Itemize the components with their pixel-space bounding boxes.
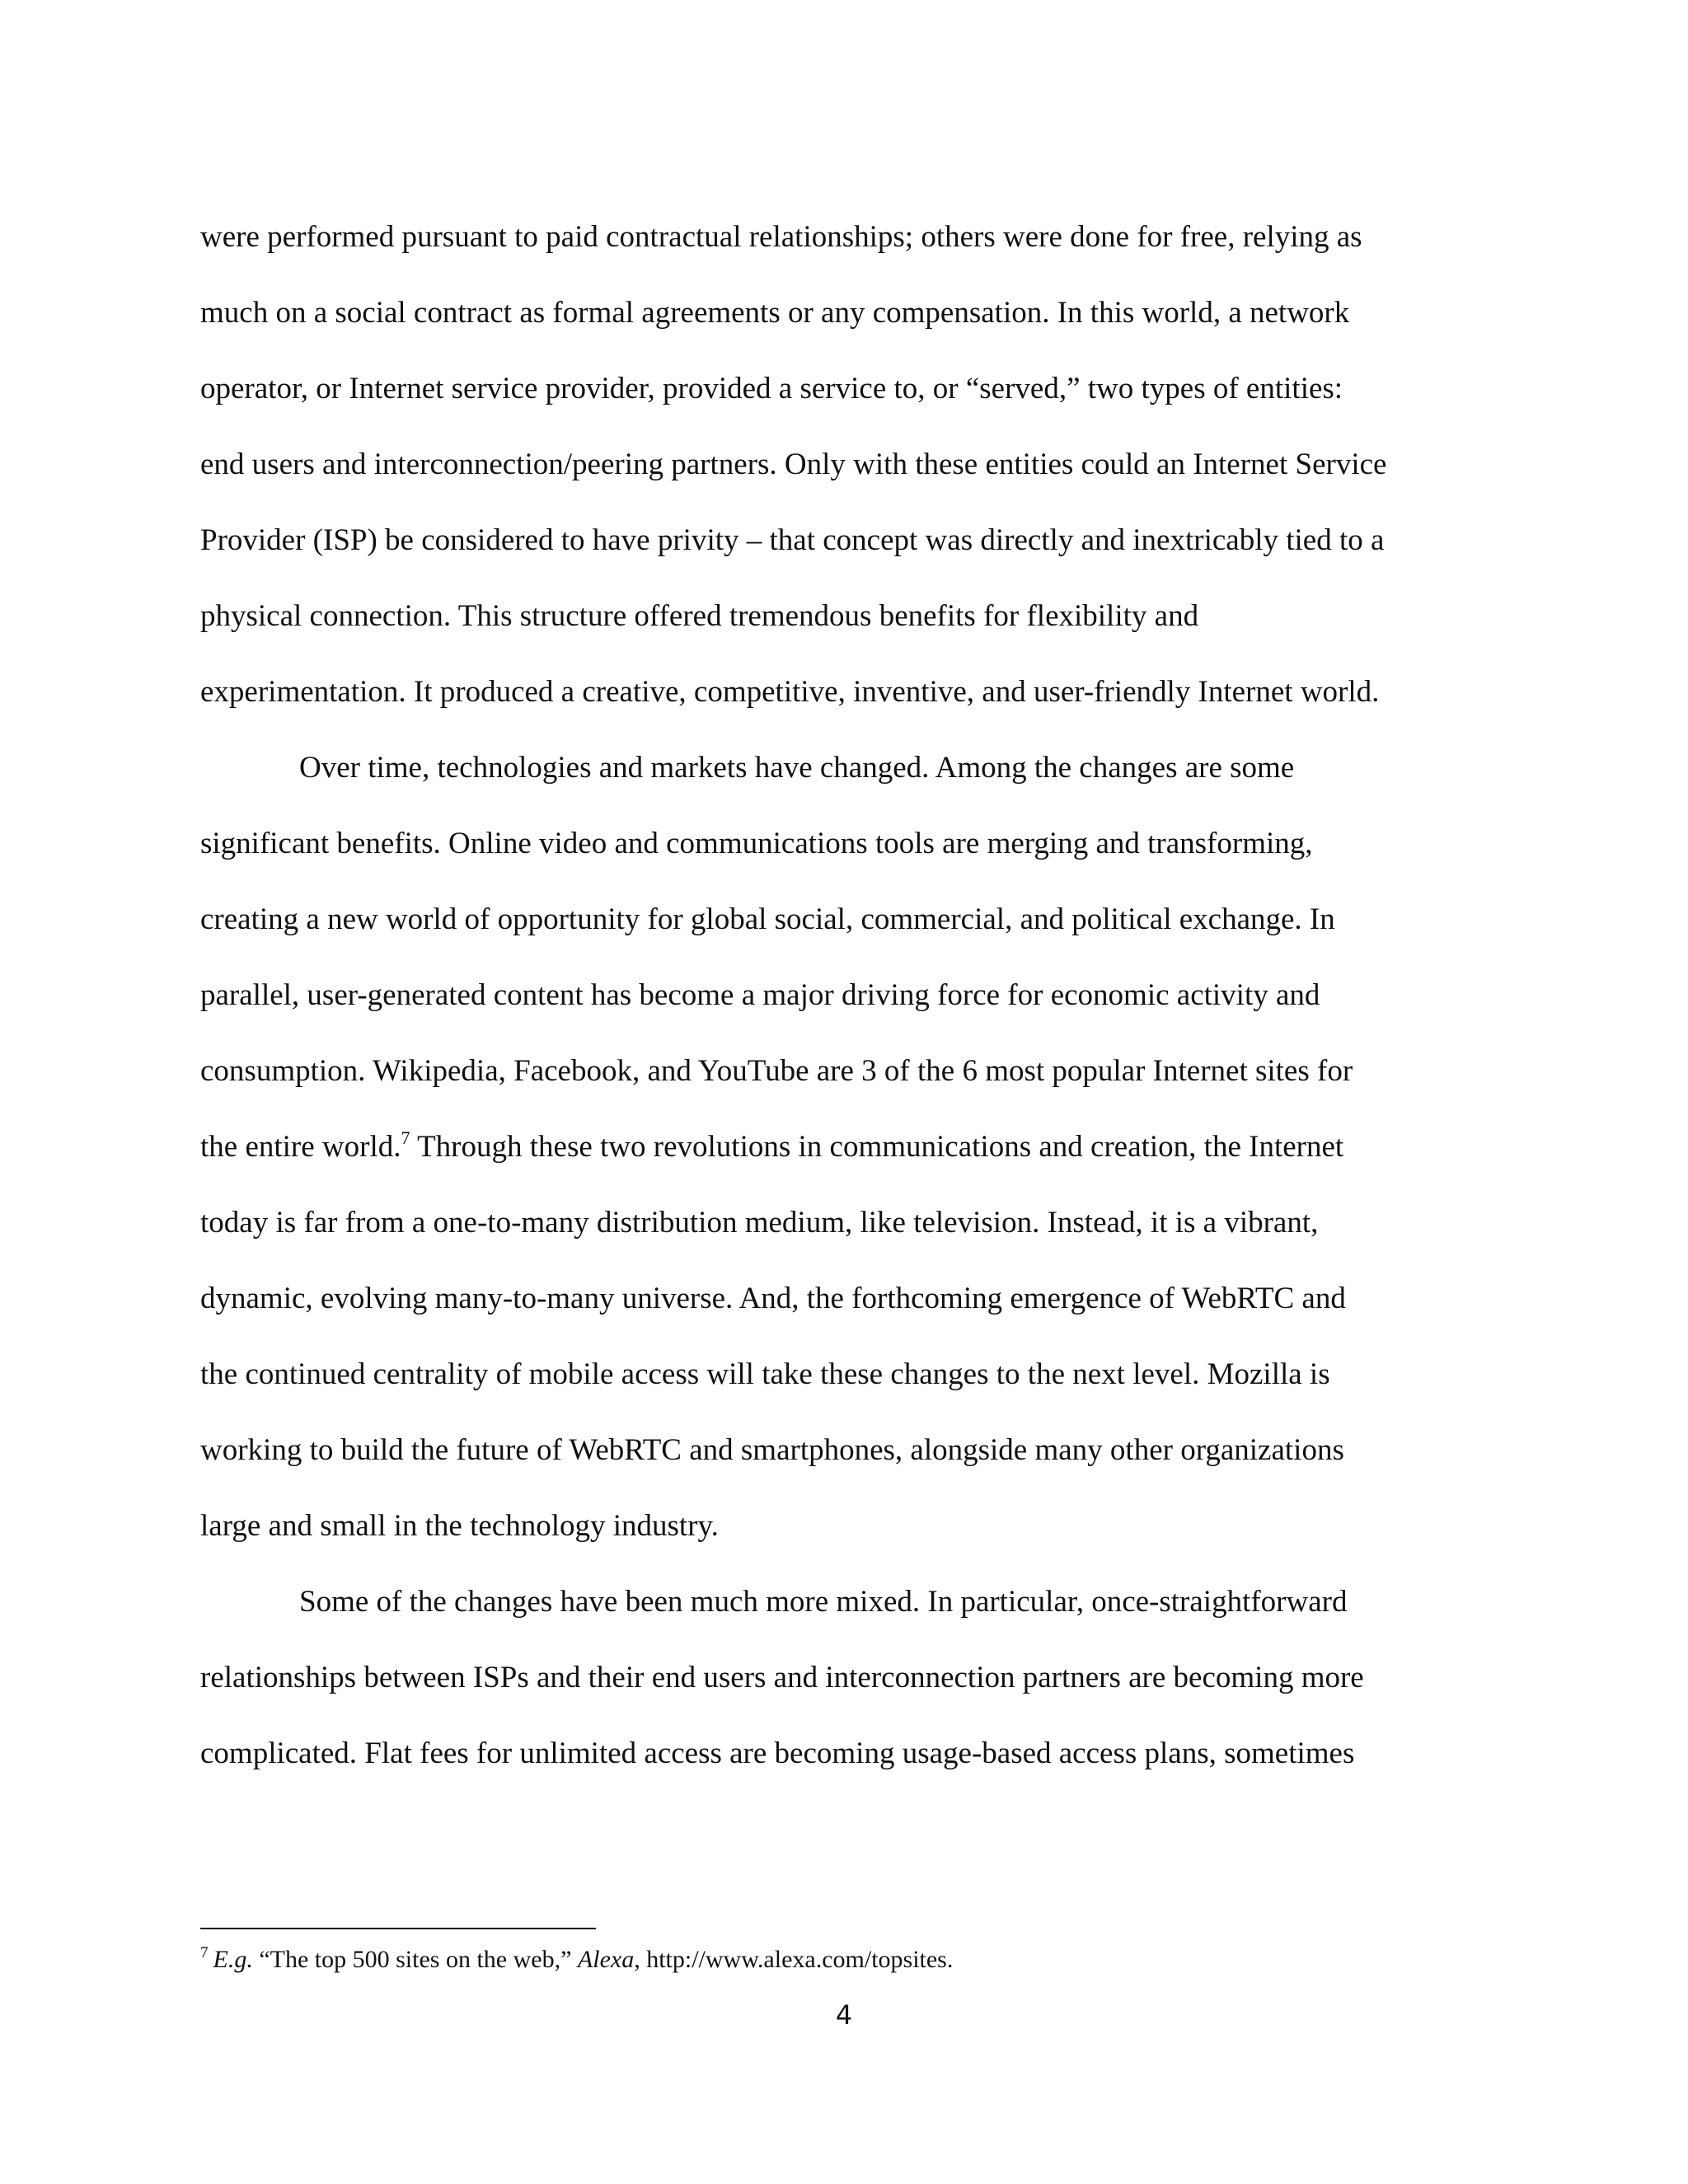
body-text xyxy=(200,199,1498,1792)
text-line: operator, or Internet service provider, provided a service to, or “served,” two types of entities: xyxy=(200,372,1343,405)
text-line: physical connection. This structure offered tremendous benefits for flexibility and xyxy=(200,599,1199,633)
text-line: much on a social contract as formal agreements or any compensation. In this world, a network xyxy=(200,296,1350,330)
footnote-eg: E.g. xyxy=(213,1946,253,1973)
page-number: 4 xyxy=(835,1999,853,2031)
text-line: complicated. Flat fees for unlimited access are becoming usage-based access plans, sometimes xyxy=(200,1736,1355,1770)
text-line: significant benefits. Online video and communications tools are merging and transforming, xyxy=(200,827,1313,860)
text-line: today is far from a one-to-many distribution medium, like television. Instead, it is a vibrant, xyxy=(200,1206,1319,1240)
text-line: creating a new world of opportunity for global social, commercial, and political exchange. In xyxy=(200,902,1335,936)
text-line: large and small in the technology industry. xyxy=(200,1509,719,1543)
footnote-reference[interactable]: 7 xyxy=(401,1127,410,1148)
paragraph-2 xyxy=(200,730,1498,1564)
text-line: Some of the changes have been much more mixed. In particular, once-straightforward xyxy=(299,1585,1348,1619)
footnote-url[interactable]: , http://www.alexa.com/topsites. xyxy=(634,1946,954,1973)
footnote-divider xyxy=(200,1928,596,1929)
text-line: experimentation. It produced a creative, competitive, inventive, and user-friendly Internet world. xyxy=(200,675,1380,709)
footnote-number: 7 xyxy=(200,1944,209,1961)
text-line: Provider (ISP) be considered to have privity – that concept was directly and inextricably tied to a xyxy=(200,523,1385,557)
paragraph-3 xyxy=(200,1564,1498,1792)
text-segment: the entire world. xyxy=(200,1130,401,1164)
text-line: consumption. Wikipedia, Facebook, and YouTube are 3 of the 6 most popular Internet sites for xyxy=(200,1054,1353,1088)
text-line: the continued centrality of mobile access will take these changes to the next level. Mozilla is xyxy=(200,1357,1330,1391)
footnote-title: “The top 500 sites on the web,” xyxy=(252,1946,578,1973)
text-segment: Through these two revolutions in communications and creation, the Internet xyxy=(410,1130,1344,1164)
paragraph-1 xyxy=(200,199,1498,730)
text-line: working to build the future of WebRTC and smartphones, alongside many other organizations xyxy=(200,1433,1344,1467)
footnote xyxy=(200,1943,953,1976)
text-line: were performed pursuant to paid contractual relationships; others were done for free, relying as xyxy=(200,220,1362,254)
text-line: Over time, technologies and markets have changed. Among the changes are some xyxy=(299,751,1295,785)
footnote-source: Alexa xyxy=(577,1946,635,1973)
text-line: relationships between ISPs and their end users and interconnection partners are becoming more xyxy=(200,1661,1364,1694)
text-line: end users and interconnection/peering partners. Only with these entities could an Internet Service xyxy=(200,448,1387,481)
text-line: parallel, user-generated content has become a major driving force for economic activity and xyxy=(200,978,1320,1012)
text-line-with-footnote xyxy=(200,1109,1498,1185)
text-line: dynamic, evolving many-to-many universe. And, the forthcoming emergence of WebRTC and xyxy=(200,1282,1346,1315)
